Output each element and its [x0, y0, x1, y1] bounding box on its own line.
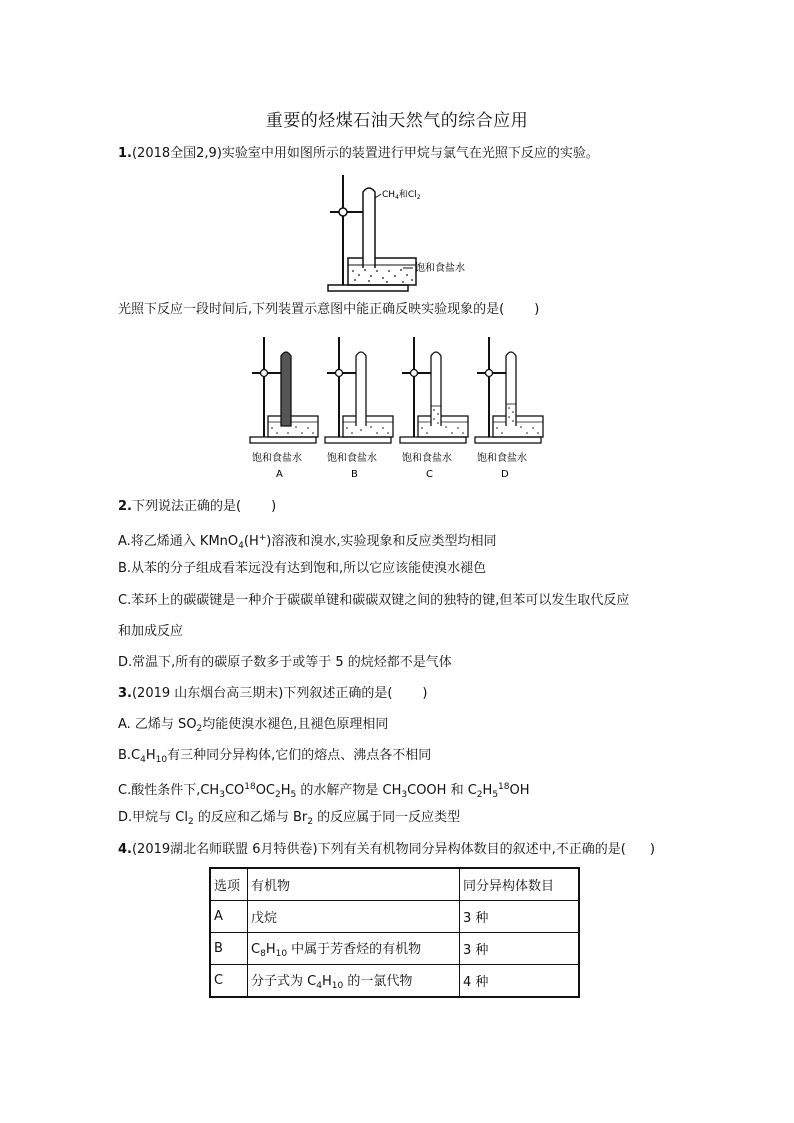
q2-option-a: A.将乙烯通入 KMnO$_4$(H+)溶液和溴水,实验现象和反应类型均相同 [118, 533, 497, 551]
option-c-letter: C [426, 469, 433, 480]
q2-option-c-line1: C.苯环上的碳碳键是一种介于碳碳单键和碳碳双键之间的独特的键,但苯可以发生取代反应 [118, 593, 630, 608]
table-header-row: 选项 有机物 同分异构体数目 [210, 868, 579, 901]
q2-option-c-line2: 和加成反应 [118, 624, 184, 639]
q1-option-figures [248, 334, 548, 484]
option-figure-a [250, 337, 318, 480]
q1-question: 光照下反应一段时间后,下列装置示意图中能正确反映实验现象的是( ) [118, 302, 540, 317]
q3-option-b: $B.C_4H_{10}$有三种同分异构体,它们的熔点、沸点各不相同 [118, 748, 432, 765]
table-row: C 分子式为 $C_4H_{10}$ 的一氯代物 4 种 [210, 965, 579, 998]
option-figure-d [475, 337, 543, 480]
option-figure-c [400, 337, 468, 480]
q1-stem: 1.(2018全国2,9)实验室中用如图所示的装置进行甲烷与氯气在光照下反应的实验。 [118, 146, 599, 161]
q3-stem: 3.(2019 山东烟台高三期末)下列叙述正确的是( ) [118, 686, 428, 701]
option-c-water: 饱和食盐水 [402, 453, 452, 464]
option-figure-b [325, 337, 393, 480]
q3-option-a: A. 乙烯与 $SO_2$均能使溴水褪色,且褪色原理相同 [118, 717, 389, 734]
q3-option-c: C.酸性条件下$,CH_3CO^{18}OC_2H_5$ 的水解产物是 $CH_3COOH$ 和 $C_2H_5^{18}OH$ [118, 782, 530, 800]
q1-number: 1. [118, 146, 132, 161]
table-row: B $C_8H_{10}$ 中属于芳香烃的有机物 3 种 [210, 933, 579, 965]
q2-stem: 2.下列说法正确的是( ) [118, 499, 277, 514]
q2-option-d: D.常温下,所有的碳原子数多于或等于 5 的烷烃都不是气体 [118, 655, 452, 670]
option-a-water: 饱和食盐水 [252, 453, 302, 464]
option-b-water: 饱和食盐水 [327, 453, 377, 464]
option-a-letter: A [276, 469, 283, 480]
svg-text:CH4和Cl2: $CH_4$和$Cl_2$ [382, 190, 421, 201]
q3-option-d: D.甲烷与 $Cl_2$ 的反应和乙烯与 $Br_2$ 的反应属于同一反应类型 [118, 810, 461, 827]
q4-table [209, 867, 580, 998]
page-title: 重要的烃煤石油天然气的综合应用 [265, 111, 529, 131]
q4-stem: 4.(2019湖北名师联盟 6月特供卷)下列有关有机物同分异构体数目的叙述中,不正确的是( ) [118, 842, 655, 857]
option-d-water: 饱和食盐水 [477, 453, 527, 464]
q2-option-b: B.从苯的分子组成看苯远没有达到饱和,所以它应该能使溴水褪色 [118, 561, 487, 576]
table-row: A 戊烷 3 种 [210, 901, 579, 933]
option-d-letter: D [501, 469, 509, 480]
svg-text:饱和食盐水: 饱和食盐水 [415, 263, 465, 274]
option-b-letter: B [351, 469, 358, 480]
q1-apparatus-figure [325, 172, 475, 294]
